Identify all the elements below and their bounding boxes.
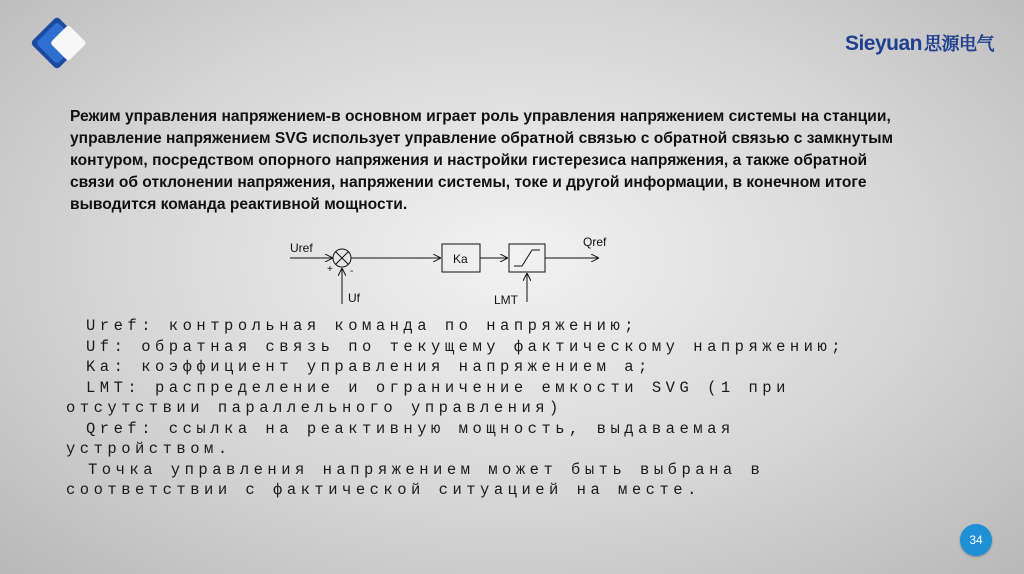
def-qref-1: Qref: ссылка на реактивную мощность, выдаваемая <box>86 419 735 438</box>
summing-junction <box>333 249 351 267</box>
lmt-label: LMT <box>494 293 518 307</box>
control-point-1: Точка управления напряжением может быть выбрана в <box>88 460 765 479</box>
definitions-list <box>66 316 966 501</box>
def-uf: Uf: обратная связь по текущему фактическому напряжению; <box>86 337 846 356</box>
brand-name-latin: Sieyuan <box>844 32 922 55</box>
def-qref-2: устройством. <box>66 440 232 458</box>
control-point-2: соответствии с фактической ситуацией на месте. <box>66 481 701 499</box>
def-lmt-1: LMT: распределение и ограничение емкости SVG (1 при <box>86 378 790 397</box>
brand-logo <box>845 30 994 56</box>
qref-label: Qref <box>583 235 607 249</box>
uf-label: Uf <box>348 291 360 305</box>
uref-label: Uref <box>290 241 313 255</box>
page-number-badge: 34 <box>960 524 992 556</box>
plus-sign: + <box>327 264 333 275</box>
control-block-diagram <box>280 232 620 312</box>
intro-paragraph: Режим управления напряжением-в основном играет роль управления напряжением системы на станции, управление напряжением SVG использует управление обратной связью с обратной связью с замкнутым контуром, посредством опорного напряжения и настройки гистерезиса напряжения, а также обратной связи об отклонении напряжения, напряжении системы, токе и другой информации, в конечном итоге выводится команда реактивной мощности. <box>70 108 894 213</box>
def-uref: Uref: контрольная команда по напряжению; <box>86 317 639 335</box>
logo-diamond-icon <box>22 8 92 78</box>
brand-name-cn: 思源电气 <box>924 34 994 54</box>
limiter-curve-icon <box>514 250 540 266</box>
def-ka: Ka: коэффициент управления напряжением а; <box>86 358 652 376</box>
ka-label: Ka <box>453 252 468 266</box>
minus-sign: - <box>350 266 354 277</box>
def-lmt-2: отсутствии параллельного управления) <box>66 399 563 417</box>
